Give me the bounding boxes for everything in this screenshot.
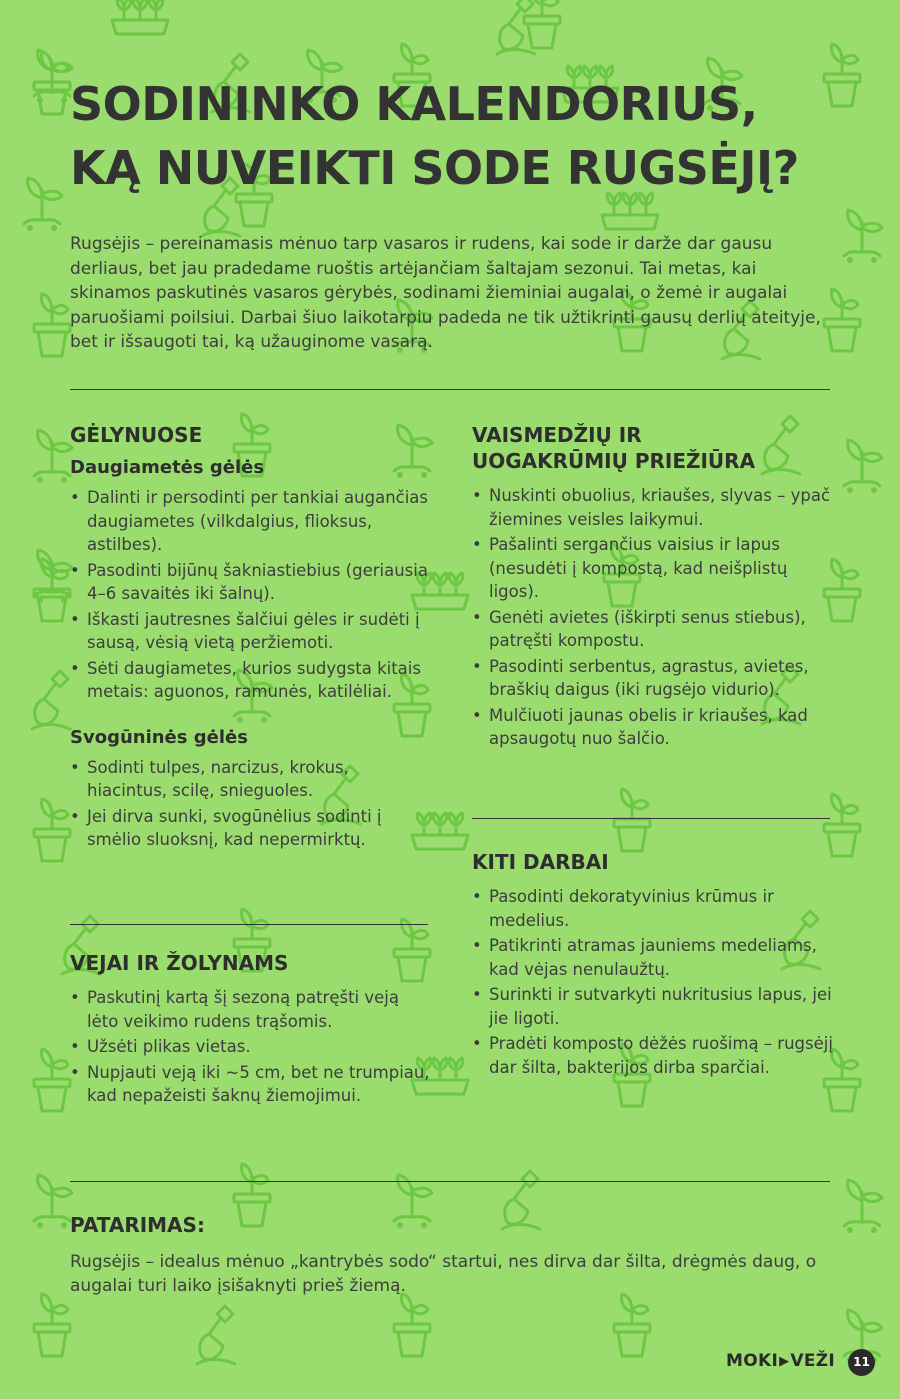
section-heading-other-tasks: KITI DARBAI <box>472 850 609 874</box>
subheading-perennials: Daugiametės gėlės <box>70 457 265 478</box>
section-heading-orchards <box>472 422 834 474</box>
left-column-lawns <box>70 950 430 1110</box>
list-item: • Nupjauti veją iki ~5 cm, bet ne trumpiau, kad nepažeisti šaknų žiemojimui. <box>70 1061 430 1108</box>
page-number: 11 <box>848 1349 875 1376</box>
list-item: • Jei dirva sunki, svogūnėlius sodinti į smėlio sluoksnį, kad nepermirktų. <box>70 805 430 852</box>
section-heading-lawns: VEJAI IR ŽOLYNAMS <box>70 951 289 975</box>
intro-paragraph: Rugsėjis – pereinamasis mėnuo tarp vasaros ir rudens, kai sode ir darže dar gausu derliaus, bet jau pradedame ruoštis artėjančiam šaltajam sezonui. Tai metas, kai skinamos paskutinės vasaros gėrybės, sodinami žieminiai augalai, o žemė ir augalai paruošiami poilsiui. Darbai šiuo laikotarpiu padeda ne tik užtikrinti gausų derlių ateityje, bet ir išsaugoti tai, ką užauginome vasarą. <box>70 234 821 352</box>
list-item: • Dalinti ir persodinti per tankiai augančias daugiametes (vilkdalgius, flioksus, astilbes). <box>70 486 430 557</box>
logo-arrow-icon: ▶ <box>779 1354 790 1369</box>
subheading-bulbs: Svogūninės gėlės <box>70 726 248 748</box>
perennials-list <box>70 486 430 704</box>
tip-heading: PATARIMAS: <box>70 1213 205 1237</box>
right-column-other <box>472 849 834 1081</box>
list-item: • Sėti daugiametes, kurios sudygsta kitais metais: aguonos, ramunės, katilėliai. <box>70 657 430 704</box>
orchards-list <box>472 484 834 751</box>
divider-right <box>472 818 830 819</box>
list-item: • Sodinti tulpes, narcizus, krokus, hiacintus, scilę, snieguoles. <box>70 756 430 803</box>
tip-text: Rugsėjis – idealus mėnuo „kantrybės sodo“ startui, nes dirva dar šilta, drėgmės daug, o augalai turi laiko įsišaknyti prieš žiemą. <box>70 1252 817 1296</box>
lawns-list <box>70 986 430 1108</box>
list-item: • Pasodinti serbentus, agrastus, avietes, braškių daigus (iki rugsėjo vidurio). <box>472 655 834 702</box>
title-line-1: SODININKO KALENDORIUS, <box>70 77 758 131</box>
divider-bottom <box>70 1181 830 1182</box>
list-item: • Užsėti plikas vietas. <box>70 1035 430 1059</box>
list-item: • Patikrinti atramas jauniems medeliams, kad vėjas nenulaužtų. <box>472 934 834 981</box>
list-item: • Mulčiuoti jaunas obelis ir kriaušes, kad apsaugotų nuo šalčio. <box>472 704 834 751</box>
logo-text-right: VEŽI <box>790 1351 836 1371</box>
list-item: • Pradėti komposto dėžės ruošimą – rugsėjį dar šilta, bakterijos dirba sparčiai. <box>472 1032 834 1079</box>
section-heading-orchards-line2: UOGAKRŪMIŲ PRIEŽIŪRA <box>472 449 756 473</box>
list-item: • Pasodinti dekoratyvinius krūmus ir medelius. <box>472 885 834 932</box>
title-line-2: KĄ NUVEIKTI SODE RUGSĖJĮ? <box>70 141 799 195</box>
left-column <box>70 422 430 854</box>
list-item: • Nuskinti obuolius, kriaušes, slyvas – ypač žiemines veisles laikymui. <box>472 484 834 531</box>
list-item: • Genėti avietes (iškirpti senus stiebus), patręšti kompostu. <box>472 606 834 653</box>
list-item: • Paskutinį kartą šį sezoną patręšti veją lėto veikimo rudens trąšomis. <box>70 986 430 1033</box>
list-item: • Pašalinti sergančius vaisius ir lapus (nesudėti į kompostą, kad neišplistų ligos). <box>472 533 834 604</box>
divider-top <box>70 389 830 390</box>
right-column <box>472 422 834 753</box>
page-title <box>70 72 870 200</box>
other-tasks-list <box>472 885 834 1079</box>
list-item: • Pasodinti bijūnų šakniastiebius (geriausia 4–6 savaitės iki šalnų). <box>70 559 430 606</box>
divider-left <box>70 924 428 925</box>
brand-logo <box>726 1351 835 1371</box>
section-heading-orchards-line1: VAISMEDŽIŲ IR <box>472 423 642 447</box>
logo-text-left: MOKI <box>726 1351 779 1371</box>
bulbs-list <box>70 756 430 852</box>
list-item: • Iškasti jautresnes šalčiui gėles ir sudėti į sausą, vėsią vietą peržiemoti. <box>70 608 430 655</box>
section-heading-flowerbeds: GĖLYNUOSE <box>70 423 203 447</box>
list-item: • Surinkti ir sutvarkyti nukritusius lapus, jei jie ligoti. <box>472 983 834 1030</box>
